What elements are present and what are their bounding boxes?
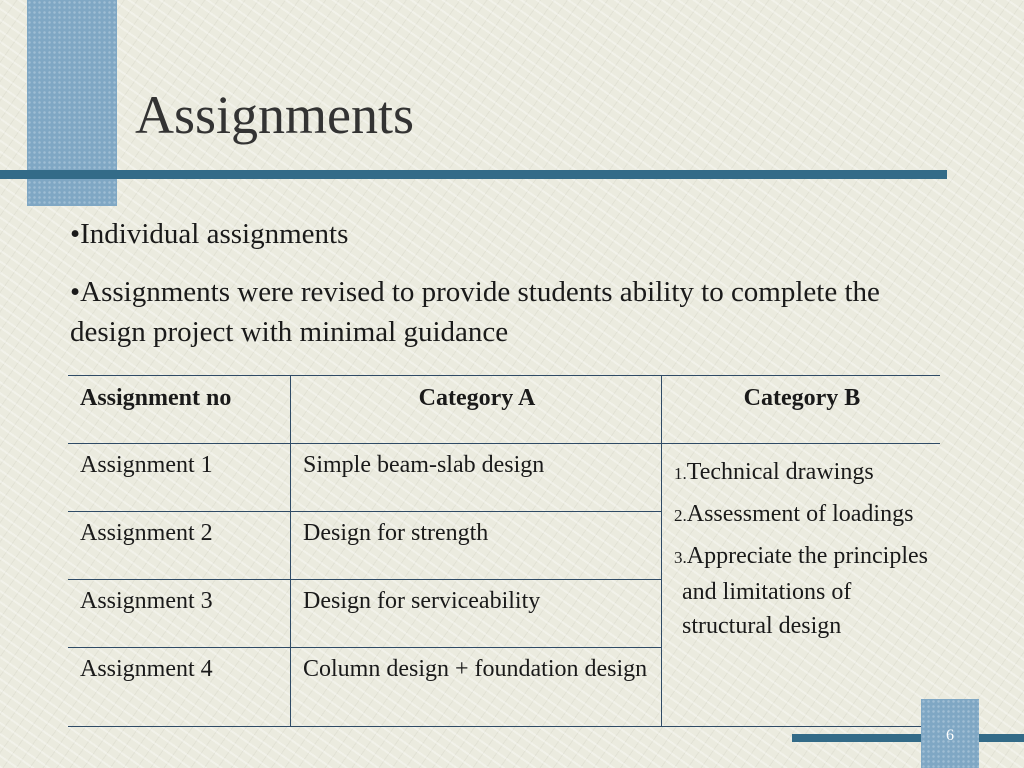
footer-rule [792,734,1024,742]
header-category-a: Category A [291,376,662,444]
title-rule [0,170,947,179]
assignments-table [68,375,940,727]
bullet-item: •Assignments were revised to provide students ability to complete the design project with minimal guidance [70,276,880,348]
item-number: 3. [674,548,687,567]
item-text: Assessment of loadings [686,501,914,527]
page-number-box [921,699,979,768]
bullet-list [70,214,950,370]
header-assignment-no: Assignment no [68,376,291,444]
item-number: 1. [674,464,687,483]
category-b-item [674,539,930,643]
item-number: 2. [674,506,687,525]
table-row [68,444,940,512]
table-header-row [68,376,940,444]
page-number: 6 [946,727,954,744]
assignment-cell: Assignment 1 [68,444,291,512]
item-text: Technical drawings [686,459,874,485]
category-a-cell: Design for strength [291,512,662,580]
page-title: Assignments [135,85,415,145]
header-category-b: Category B [662,376,941,444]
assignment-cell: Assignment 4 [68,648,291,727]
category-b-item [674,494,930,536]
category-b-cell [662,444,941,727]
category-b-item [674,452,930,494]
item-text: Appreciate the principles and limitations of structural design [682,543,928,639]
category-a-cell: Column design + foundation design [291,648,662,727]
assignment-cell: Assignment 3 [68,580,291,648]
category-a-cell: Simple beam-slab design [291,444,662,512]
bullet-item: •Individual assignments [70,218,349,250]
assignment-cell: Assignment 2 [68,512,291,580]
category-a-cell: Design for serviceability [291,580,662,648]
